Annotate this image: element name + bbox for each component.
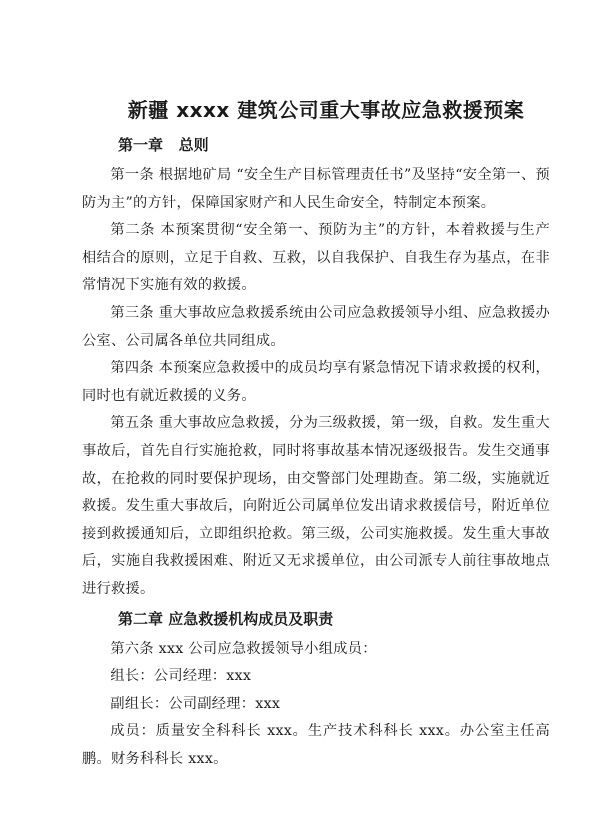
chapter-2-heading: 第二章 应急救援机构成员及职责 <box>118 609 334 628</box>
article-5: 第五条 重大事故应急救援，分为三级救援，第一级，自救。发生重大事故后，首先自行实施抢救，同时将事故基本情况逐级报告。发生交通事故，在抢救的同时要保护现场，由交警部门处理勘查。第二级，实施就近救援。发生重大事故后，向附近公司属单位发出请求救援信号，附近单位接到救援通知后，立即组织抢救。第三级，公司实施救援。发生重大事故后，实施自我救援困难、附近又无求援单位，由公司派专人前往事故地点进行救援。 <box>82 415 550 597</box>
deputy-line: 副组长：公司副经理：xxx <box>110 695 281 712</box>
leader-line: 组长：公司经理：xxx <box>110 668 252 685</box>
article-6: 第六条 xxx 公司应急救援领导小组成员： <box>110 640 377 657</box>
article-4: 第四条 本预案应急救援中的成员均享有紧急情况下请求救援的权利，同时也有就近救援的义务。 <box>82 360 550 404</box>
article-2: 第二条 本预案贯彻“安全第一、预防为主”的方针，本着救援与生产相结合的原则，立足于自救、互救，以自我保护、自我生存为基点，在非常情况下实施有效的救援。 <box>82 222 550 294</box>
article-1: 第一条 根据地矿局 “安全生产目标管理责任书”及坚持“安全第一、预防为主”的方针，保障国家财产和人民生命安全，特制定本预案。 <box>82 167 550 211</box>
chapter-1-heading: 第一章 总则 <box>118 136 209 154</box>
article-3: 第三条 重大事故应急救援系统由公司应急救援领导小组、应急救援办公室、公司属各单位共同组成。 <box>82 304 550 349</box>
members-line: 成员：质量安全科科长 xxx。生产技术科科长 xxx。办公室主任高鹏。财务科科长 xxx。 <box>82 723 550 767</box>
document-title: 新疆 xxxx 建筑公司重大事故应急救援预案 <box>127 98 525 122</box>
